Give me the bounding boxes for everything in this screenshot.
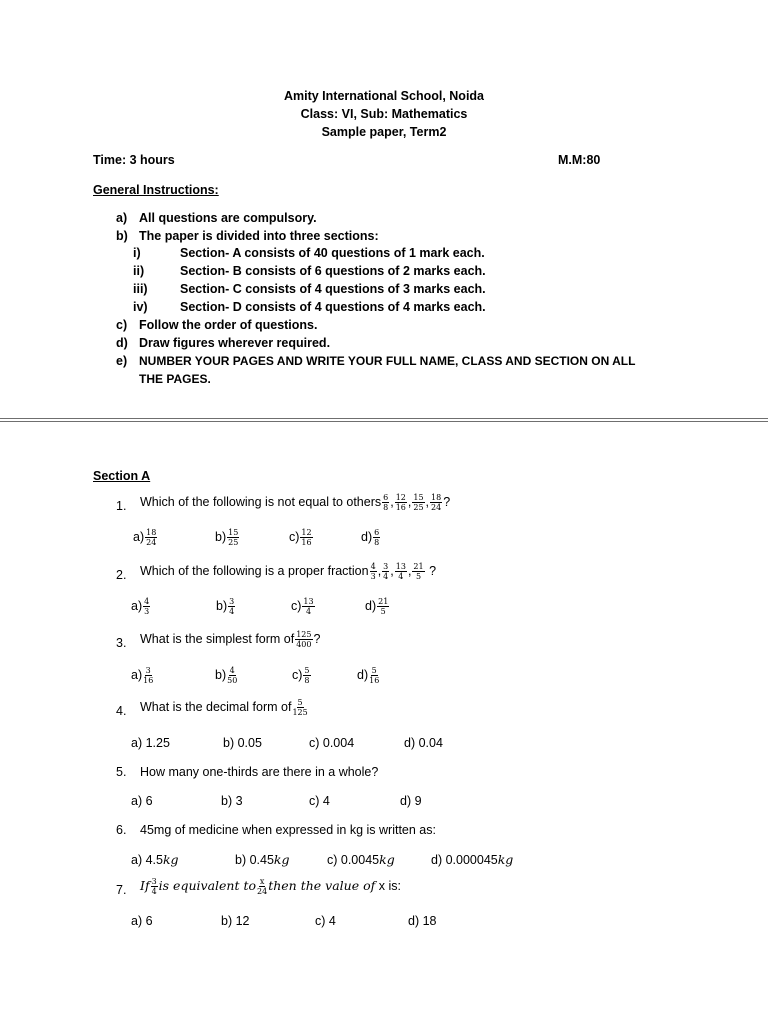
option: c) 4 [315,914,336,928]
question-number: 1. [116,499,127,513]
option: b) 0.45kg [235,852,290,867]
fraction: $\frac{15}{25}$ [413,493,424,512]
fraction: $\frac{21}{5}$ [413,562,424,581]
option: c) 0.0045kg [327,852,395,867]
option: a) $\frac{3}{16}$ [131,666,154,685]
question-text: Which of the following is a proper fraction $\frac{4}{3}$ , $\frac{3}{4}$ , $\frac{13}{4}$ , $\frac{21}{5}$ ? [140,562,437,581]
instruction-text: The paper is divided into three sections: [139,229,379,243]
option: a) 4.5kg [131,852,179,867]
option: d) 18 [408,914,437,928]
option: d) 9 [400,794,422,808]
instruction-text: THE PAGES. [139,372,211,386]
option: b) $\frac{4}{50}$ [215,666,238,685]
option: a) $\frac{18}{24}$ [133,528,157,547]
question-number: 7. [116,883,127,897]
instruction-text: Draw figures wherever required. [139,336,331,350]
instruction-marker: iv) [133,300,148,314]
fraction: $\frac{125}{400}$ [296,630,312,649]
option: b) 0.05 [223,736,262,750]
instruction-text: Section- B consists of 6 questions of 2 marks each. [180,264,486,278]
question-text: What is the simplest form of $\frac{125}{400}$ ? [140,630,321,649]
page-divider-top [0,418,768,419]
instruction-text: Follow the order of questions. [139,318,318,332]
option: d) 0.04 [404,736,443,750]
fraction: $\frac{12}{16}$ [395,493,406,512]
option: d) $\frac{21}{5}$ [365,597,389,616]
instruction-text: NUMBER YOUR PAGES AND WRITE YOUR FULL NAME, CLASS AND SECTION ON ALL [139,354,636,368]
option: c) $\frac{12}{16}$ [289,528,312,547]
question-text: Which of the following is not equal to others $\frac{6}{8}$ , $\frac{12}{16}$ , $\frac{15}{25}$ , $\frac{18}{24}$ ? [140,493,451,512]
fraction: $\frac{13}{4}$ [395,562,406,581]
instruction-text: Section- A consists of 40 questions of 1 mark each. [180,246,485,260]
instruction-marker: ii) [133,264,145,278]
question-number: 2. [116,568,127,582]
option: b) $\frac{3}{4}$ [216,597,235,616]
option: c) 0.004 [309,736,355,750]
instruction-marker: b) [116,229,128,243]
section-a-heading: Section A [93,469,151,483]
option: a) 1.25 [131,736,170,750]
instruction-marker: d) [116,336,128,350]
school-name: Amity International School, Noida [283,89,485,103]
instruction-marker: a) [116,211,128,225]
option: d) $\frac{5}{16}$ [357,666,380,685]
option: b) 3 [221,794,243,808]
option: c) $\frac{13}{4}$ [291,597,314,616]
instruction-text: Section- D consists of 4 questions of 4 marks each. [180,300,486,314]
instruction-marker: iii) [133,282,148,296]
question-text: How many one-thirds are there in a whole? [140,765,379,779]
fraction: $\frac{5}{125}$ [292,698,308,717]
question-number: 5. [116,765,127,779]
option: d) $\frac{6}{8}$ [361,528,380,547]
question-text: 45mg of medicine when expressed in kg is written as: [140,823,436,837]
fraction: $\frac{3}{4}$ [383,562,389,581]
fraction: $\frac{18}{24}$ [431,493,442,512]
instruction-text: All questions are compulsory. [139,211,317,225]
option: a) $\frac{4}{3}$ [131,597,150,616]
instruction-marker: e) [116,354,128,368]
instruction-marker: c) [116,318,128,332]
question-number: 3. [116,636,127,650]
fraction: $\frac{3}{4}$ [151,877,157,896]
instruction-marker: i) [133,246,141,260]
paper-title: Sample paper, Term2 [321,125,447,139]
question-number: 4. [116,704,127,718]
option: c) $\frac{5}{8}$ [292,666,310,685]
class-subject: Class: VI, Sub: Mathematics [300,107,468,121]
question-text: If $\frac{3}{4}$ is equivalent to $\frac{x}{24}$ then the value of x is: [140,877,401,896]
option: a) 6 [131,914,153,928]
option: d) 0.000045kg [431,852,514,867]
instructions-heading: General Instructions: [93,183,219,197]
option: c) 4 [309,794,330,808]
time-label: Time: 3 hours [93,153,175,167]
question-text: What is the decimal form of $\frac{5}{125}$ [140,698,308,717]
fraction: $\frac{4}{3}$ [370,562,376,581]
fraction: $\frac{6}{8}$ [383,493,389,512]
instruction-text: Section- C consists of 4 questions of 3 marks each. [180,282,486,296]
max-marks-label: M.M:80 [558,153,601,167]
fraction: $\frac{x}{24}$ [257,877,268,896]
option: a) 6 [131,794,153,808]
option: b) 12 [221,914,250,928]
option: b) $\frac{15}{25}$ [215,528,239,547]
page-divider-bottom [0,421,768,422]
question-number: 6. [116,823,127,837]
